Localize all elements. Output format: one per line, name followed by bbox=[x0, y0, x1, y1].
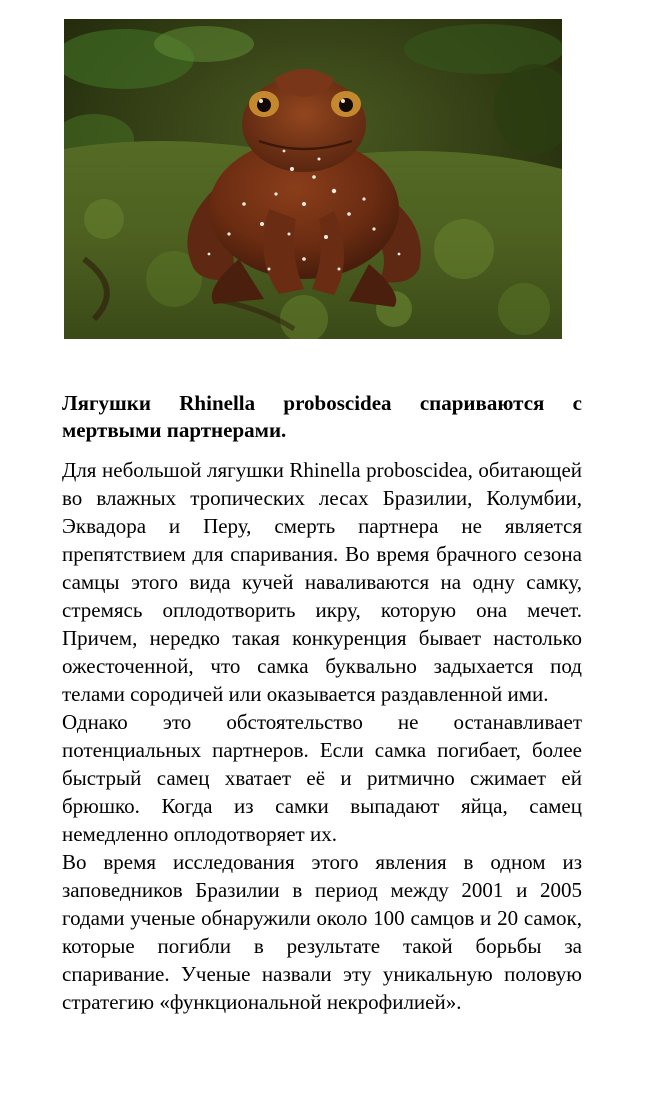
toad-photo-icon bbox=[64, 19, 562, 339]
article-paragraph: Однако это обстоятельство не останавливает потенциальных партнеров. Если самка погибает, более быстрый самец хватает её и ритмично сжимает ей брюшко. Когда из самки выпадают яйца, самец немедленно оплодотворяет их. bbox=[62, 710, 582, 846]
article-paragraph: Для небольшой лягушки Rhinella proboscidea, обитающей во влажных тропических лесах Бразилии, Колумбии, Эквадора и Перу, смерть партнера не является препятствием для спаривания. Во время брачного сезона самцы этого вида кучей наваливаются на одну самку, стремясь оплодотворить икру, которую она мечет. Причем, нередко такая конкуренция бывает настолько ожесточенной, что самка буквально задыхается под телами сородичей или оказывается раздавленной ими. bbox=[62, 458, 582, 706]
article-headline: Лягушки Rhinella proboscidea спариваются с мертвыми партнерами. bbox=[62, 391, 582, 442]
toad-photo bbox=[64, 19, 562, 339]
article-body bbox=[62, 456, 582, 1016]
article-paragraph: Во время исследования этого явления в одном из заповедников Бразилии в период между 2001 и 2005 годами ученые обнаружили около 100 самцов и 20 самок, которые погибли в результате такой борьбы за спаривание. Ученые назвали эту уникальную половую стратегию «функциональной некрофилией». bbox=[62, 850, 582, 1014]
